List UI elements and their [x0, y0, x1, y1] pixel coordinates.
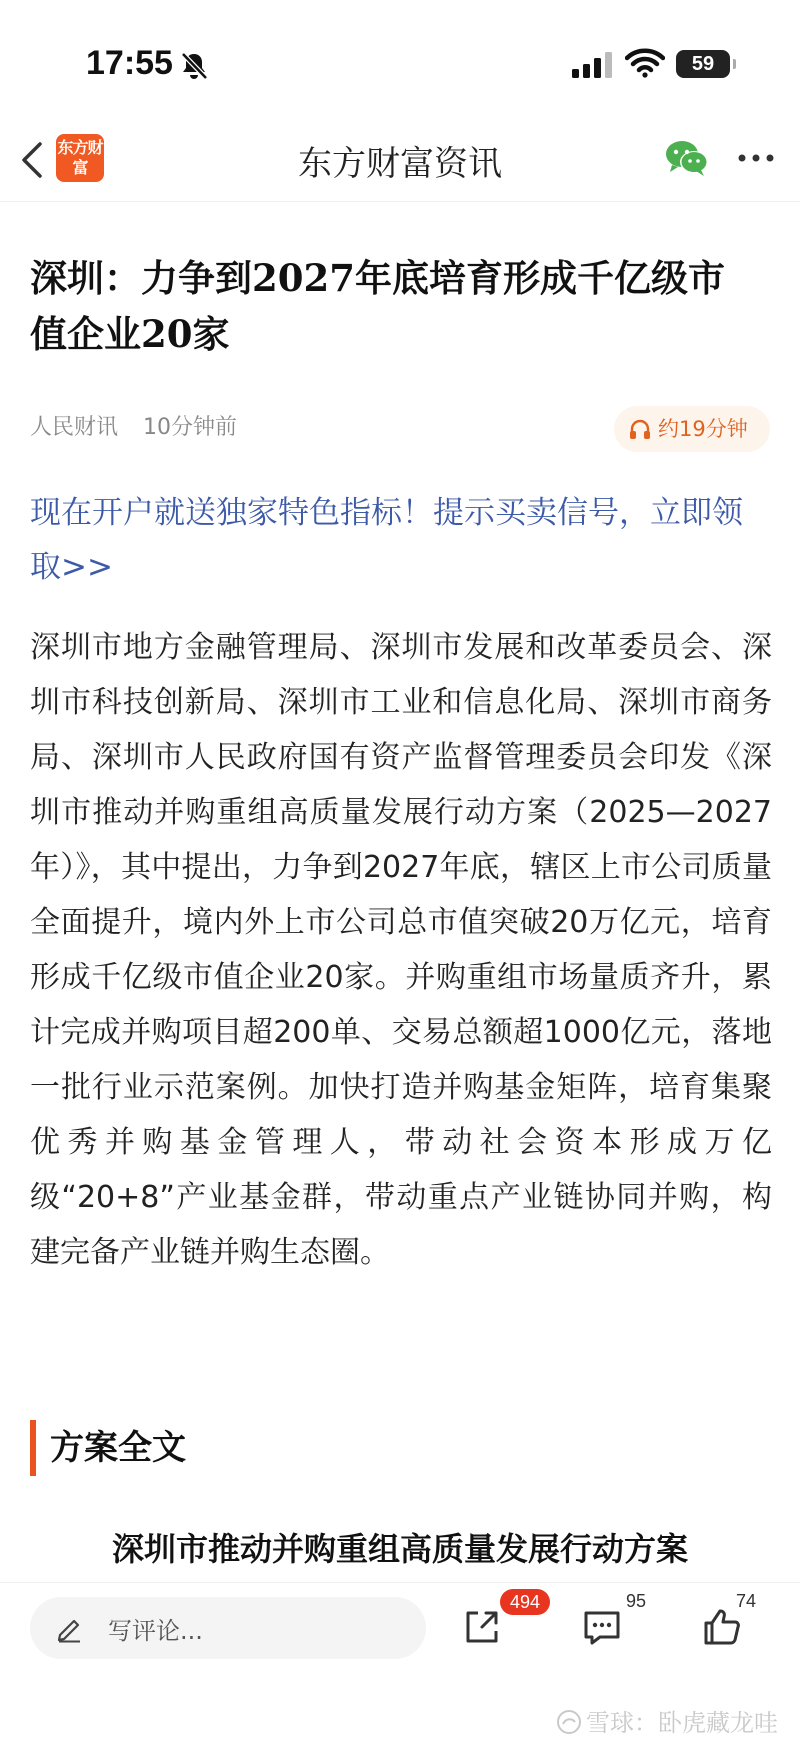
more-options-icon[interactable]	[736, 150, 776, 166]
plan-title: 深圳市推动并购重组高质量发展行动方案	[111, 1530, 688, 1568]
battery-indicator: 59	[676, 50, 730, 78]
wechat-share-icon[interactable]	[664, 138, 710, 178]
status-time: 17:55	[86, 44, 173, 82]
article-source: 人民财讯	[30, 415, 119, 440]
section-heading: 方案全文	[30, 1420, 186, 1476]
watermark-text: 雪球：卧虎藏龙哇	[586, 1709, 778, 1737]
listen-duration: 约19分钟	[658, 417, 748, 441]
nav-bar	[0, 120, 800, 202]
article-meta	[30, 410, 237, 441]
app-logo: 东方财富	[56, 134, 104, 182]
watermark	[556, 1703, 778, 1738]
wifi-icon	[625, 48, 665, 78]
nav-title: 东方财富资讯	[298, 144, 502, 184]
bell-muted-icon	[178, 50, 210, 82]
cellular-signal-icon	[572, 52, 614, 78]
article-body: 深圳市地方金融管理局、深圳市发展和改革委员会、深圳市科技创新局、深圳市工业和信息化局、深圳市商务局、深圳市人民政府国有资产监督管理委员会印发《深圳市推动并购重组高质量发展行动方案（2025—2027年）》，其中提出，力争到2027年底，辖区上市公司质量全面提升，境内外上市公司总市值突破20万亿元，培育形成千亿级市值企业20家。并购重组市场量质齐升，累计完成并购项目超200单、交易总额超1000亿元，落地一批行业示范案例。加快打造并购基金矩阵，培育集聚优秀并购基金管理人，带动社会资本形成万亿级“20+8”产业基金群，带动重点产业链协同并购，构建完备产业链并购生态圈。	[30, 630, 772, 1270]
share-count-badge: 494	[500, 1589, 550, 1615]
like-count: 74	[736, 1591, 757, 1611]
status-bar	[0, 0, 800, 120]
promo-link[interactable]: 现在开户就送独家特色指标！提示买卖信号，立即领取>>	[30, 495, 743, 585]
pencil-icon	[54, 1613, 84, 1643]
comment-icon[interactable]	[580, 1605, 624, 1649]
share-icon[interactable]	[460, 1605, 504, 1649]
comment-placeholder: 写评论...	[108, 1617, 203, 1645]
article-title: 深圳：力争到2027年底培育形成千亿级市值企业20家	[30, 256, 725, 356]
bottom-action-bar	[0, 1582, 800, 1739]
headphones-icon	[628, 417, 652, 441]
comment-input[interactable]	[30, 1597, 426, 1659]
article-time: 10分钟前	[143, 415, 238, 440]
comment-count: 95	[626, 1591, 647, 1611]
snowball-logo-icon	[556, 1709, 582, 1735]
listen-audio-button[interactable]	[614, 406, 770, 452]
